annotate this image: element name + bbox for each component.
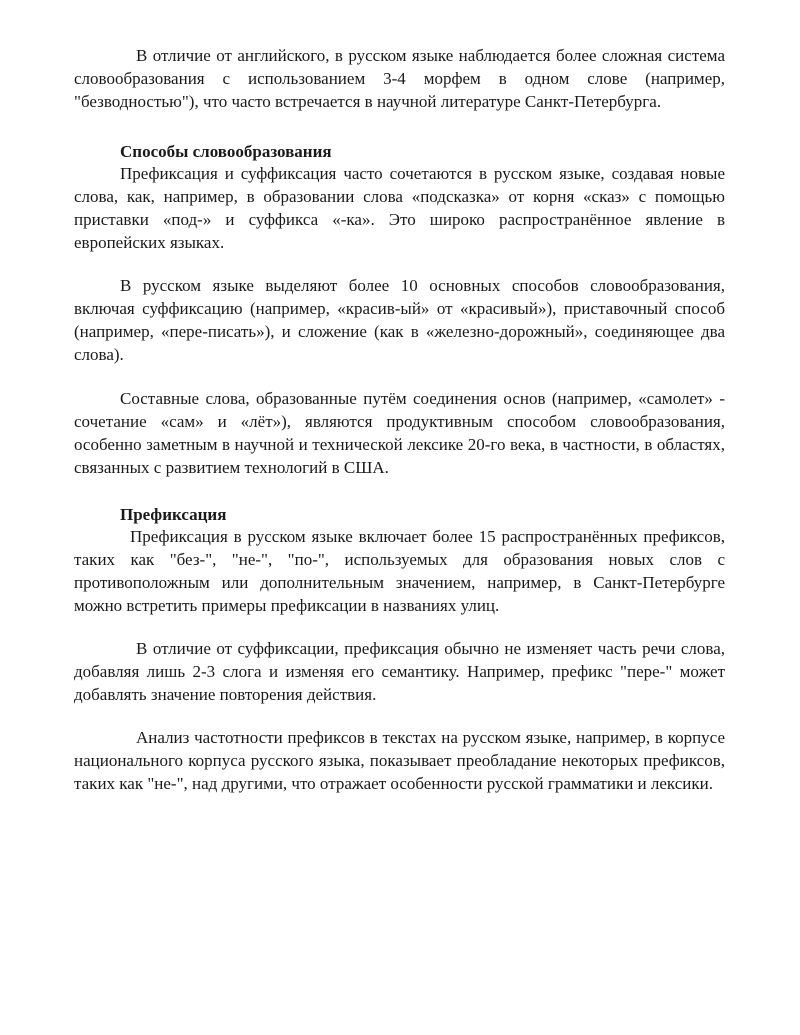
paragraph-text: В русском языке выделяют более 10 основных способов словообразования, включая суффиксацию (например, «красив-ый» от «красивый»), приставочный способ (например, «пере-писать»), и сложение (как в «железно-дорожный», соединяющее два слова). [74, 276, 725, 364]
section1-paragraph-3 [74, 387, 725, 479]
section1-paragraph-2 [74, 274, 725, 366]
paragraph-text: Префиксация и суффиксация часто сочетаются в русском языке, создавая новые слова, как, например, в образовании слова «подсказка» от корня «сказ» с помощью приставки «под-» и суффикса «-ка». Это широко распространённое явление в европейских языках. [74, 164, 725, 252]
section2-paragraph-1 [74, 525, 725, 617]
intro-paragraph [74, 44, 725, 113]
section2-paragraph-2 [74, 637, 725, 706]
section2-paragraph-3 [74, 726, 725, 795]
paragraph-text: Составные слова, образованные путём соединения основ (например, «самолет» - сочетание «сам» и «лёт»), являются продуктивным способом словообразования, особенно заметным в научной и технической лексике 20-го века, в частности, в областях, связанных с развитием технологий в США. [74, 389, 725, 477]
paragraph-text: Анализ частотности префиксов в текстах на русском языке, например, в корпусе национального корпуса русского языка, показывает преобладание некоторых префиксов, таких как "не-", над другими, что отражает особенности русской грамматики и лексики. [74, 728, 725, 793]
paragraph-text: В отличие от суффиксации, префиксация обычно не изменяет часть речи слова, добавляя лишь 2-3 слога и изменяя его семантику. Например, префикс "пере-" может добавлять значение повторения действия. [74, 639, 725, 704]
paragraph-text: В отличие от английского, в русском языке наблюдается более сложная система словообразования с использованием 3-4 морфем в одном слове (например, "безводностью"), что часто встречается в научной литературе Санкт-Петербурга. [74, 46, 725, 111]
paragraph-text: Префиксация в русском языке включает более 15 распространённых префиксов, таких как "без-", "не-", "по-", используемых для образования новых слов с противоположным или дополнительным значением, например, в Санкт-Петербурге можно встретить примеры префиксации в названиях улиц. [74, 527, 725, 615]
section1-paragraph-1 [74, 162, 725, 254]
section-heading-word-formation: Способы словообразования [120, 142, 332, 161]
section-heading-prefixation: Префиксация [120, 505, 227, 524]
